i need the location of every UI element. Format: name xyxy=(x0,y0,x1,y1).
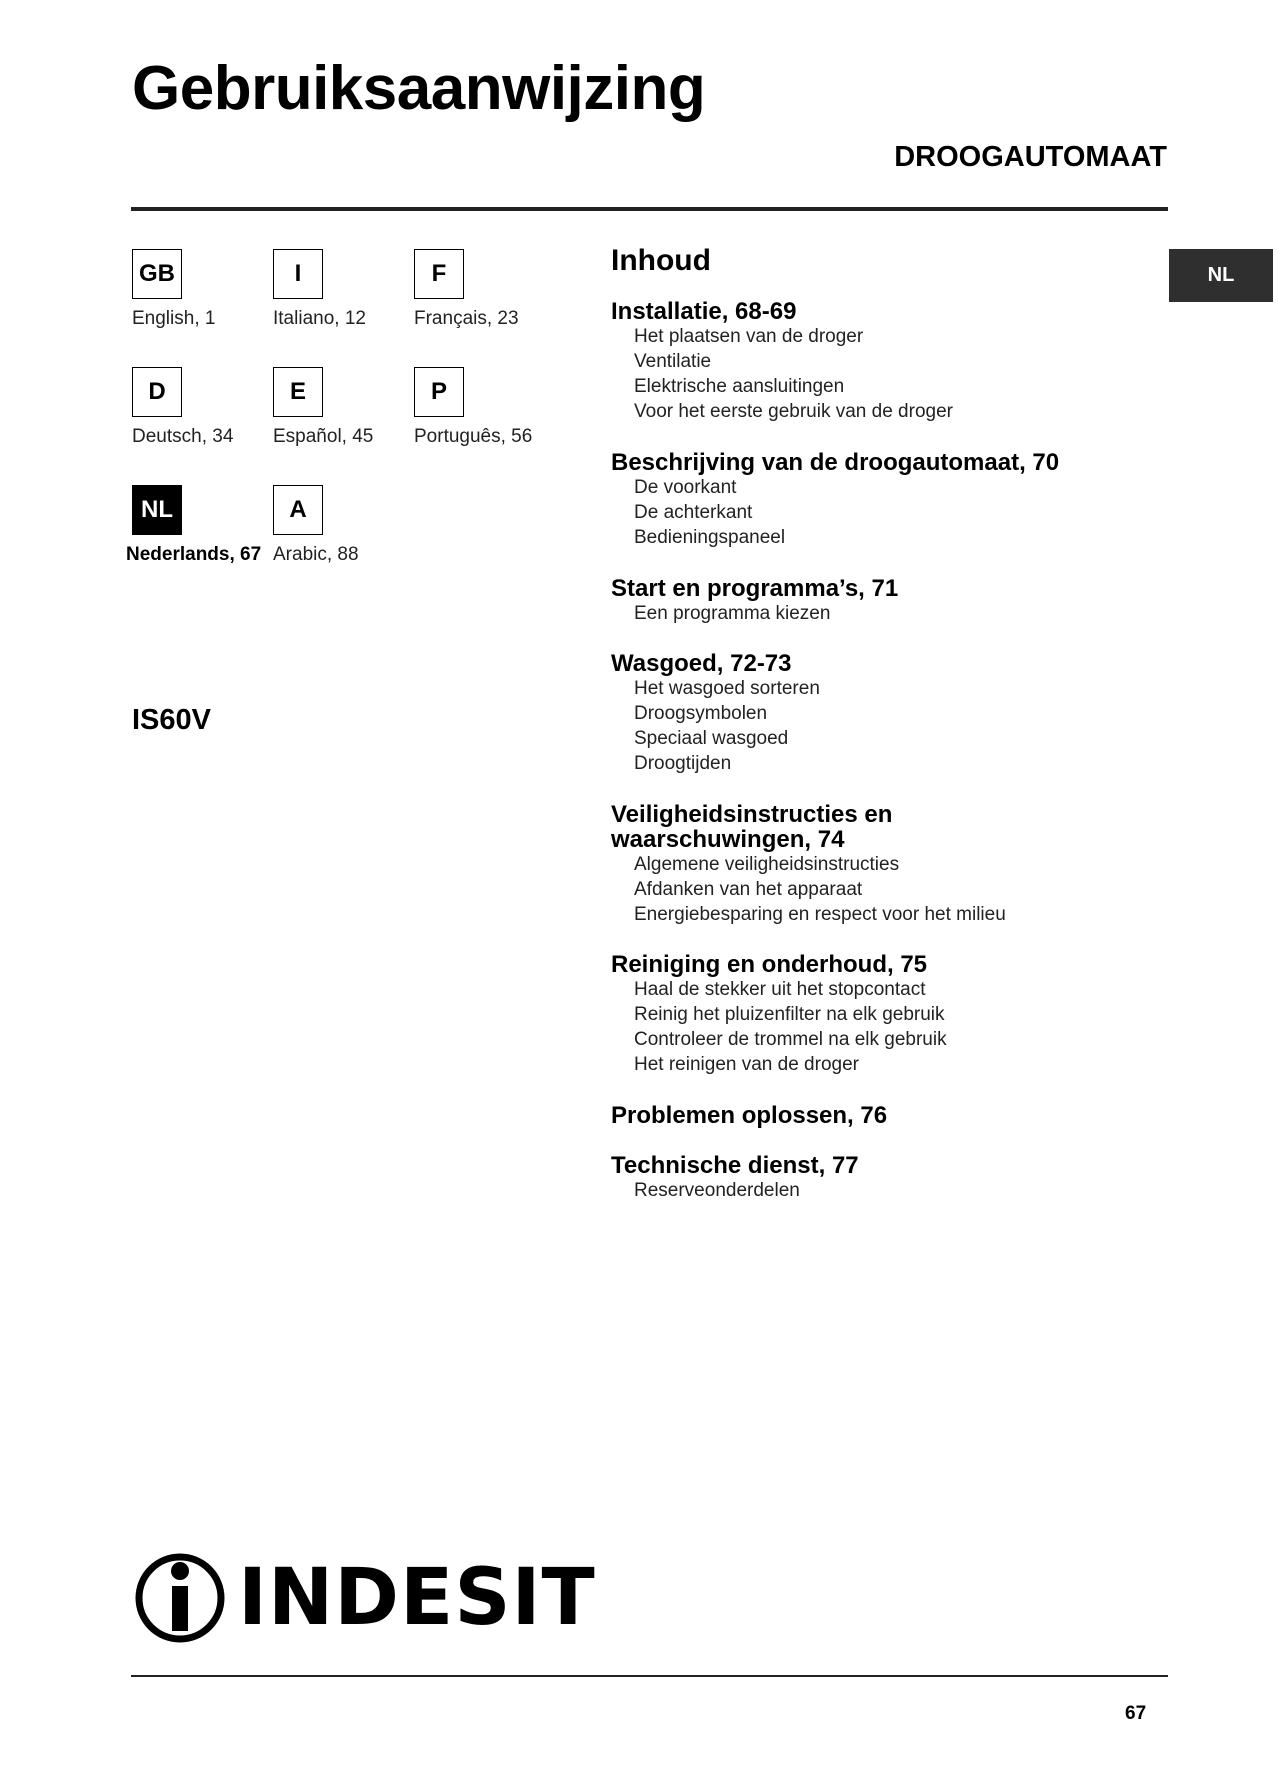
language-code-gb[interactable]: GB xyxy=(132,249,182,299)
toc-section-title[interactable]: Beschrijving van de droogautomaat, 70 xyxy=(611,449,1060,476)
toc-item[interactable]: Voor het eerste gebruik van de droger xyxy=(634,401,953,422)
toc-section-title[interactable]: Problemen oplossen, 76 xyxy=(611,1102,888,1129)
toc-item[interactable]: Speciaal wasgoed xyxy=(634,728,789,749)
toc-section-title-line: waarschuwingen, 74 xyxy=(611,826,845,853)
language-code-d[interactable]: D xyxy=(132,367,182,417)
toc-section-title[interactable]: Reiniging en onderhoud, 75 xyxy=(611,951,928,978)
toc-section-title[interactable] xyxy=(611,802,1131,852)
toc-section xyxy=(611,952,1131,1077)
brand-logo xyxy=(132,1548,596,1648)
model-number: IS60V xyxy=(132,704,211,736)
toc-item[interactable]: Bedieningspaneel xyxy=(634,527,786,548)
toc-item[interactable]: Haal de stekker uit het stopcontact xyxy=(634,979,926,1000)
toc-section-title[interactable]: Installatie, 68-69 xyxy=(611,298,797,325)
toc-section xyxy=(611,802,1131,927)
toc-section xyxy=(611,1103,1131,1128)
brand-wordmark: INDESIT xyxy=(238,1553,596,1643)
toc-item[interactable]: Droogtijden xyxy=(634,753,732,774)
toc-item[interactable]: Het wasgoed sorteren xyxy=(634,678,820,699)
language-code-i[interactable]: I xyxy=(273,249,323,299)
toc-section-title[interactable]: Start en programma’s, 71 xyxy=(611,575,899,602)
language-label-i: Italiano, 12 xyxy=(273,308,366,329)
toc-heading: Inhoud xyxy=(611,244,711,277)
toc-item[interactable]: Controleer de trommel na elk gebruik xyxy=(634,1029,947,1050)
indesit-i-logo-icon xyxy=(132,1550,228,1646)
language-label-a: Arabic, 88 xyxy=(273,544,359,565)
language-code-p[interactable]: P xyxy=(414,367,464,417)
toc-item[interactable]: Reinig het pluizenfilter na elk gebruik xyxy=(634,1004,945,1025)
toc-item[interactable]: Elektrische aansluitingen xyxy=(634,376,845,397)
toc-section-title[interactable]: Wasgoed, 72-73 xyxy=(611,650,792,677)
toc-item[interactable]: Het plaatsen van de droger xyxy=(634,326,864,347)
toc-section xyxy=(611,450,1131,550)
toc-item[interactable]: Het reinigen van de droger xyxy=(634,1054,859,1075)
language-label-f: Français, 23 xyxy=(414,308,519,329)
toc-section xyxy=(611,651,1131,776)
language-label-nl: Nederlands, 67 xyxy=(126,544,262,565)
page-number: 67 xyxy=(1125,1703,1147,1724)
language-code-a[interactable]: A xyxy=(273,485,323,535)
document-title: Gebruiksaanwijzing xyxy=(132,54,706,123)
toc-section xyxy=(611,1153,1131,1203)
toc-item[interactable]: Reserveonderdelen xyxy=(634,1180,800,1201)
toc-item[interactable]: De achterkant xyxy=(634,502,753,523)
toc-item[interactable]: Energiebesparing en respect voor het milieu xyxy=(634,904,1006,925)
language-code-f[interactable]: F xyxy=(414,249,464,299)
language-label-p: Português, 56 xyxy=(414,426,533,447)
toc-section xyxy=(611,299,1131,424)
bottom-divider xyxy=(131,1675,1168,1677)
language-label-d: Deutsch, 34 xyxy=(132,426,234,447)
language-side-tab: NL xyxy=(1169,249,1273,302)
toc-item[interactable]: Afdanken van het apparaat xyxy=(634,879,863,900)
language-code-nl[interactable]: NL xyxy=(132,485,182,535)
toc-item[interactable]: Droogsymbolen xyxy=(634,703,768,724)
toc-item[interactable]: Een programma kiezen xyxy=(634,603,831,624)
toc-section-title[interactable]: Technische dienst, 77 xyxy=(611,1152,859,1179)
product-type: DROOGAUTOMAAT xyxy=(894,141,1167,173)
top-divider xyxy=(131,207,1168,211)
toc-section-title-line: Veiligheidsinstructies en xyxy=(611,801,893,828)
toc-item[interactable]: Ventilatie xyxy=(634,351,712,372)
toc-section xyxy=(611,576,1131,626)
language-label-e: Español, 45 xyxy=(273,426,374,447)
language-code-e[interactable]: E xyxy=(273,367,323,417)
toc-item[interactable]: De voorkant xyxy=(634,477,737,498)
language-label-gb: English, 1 xyxy=(132,308,216,329)
toc-item[interactable]: Algemene veiligheidsinstructies xyxy=(634,854,900,875)
